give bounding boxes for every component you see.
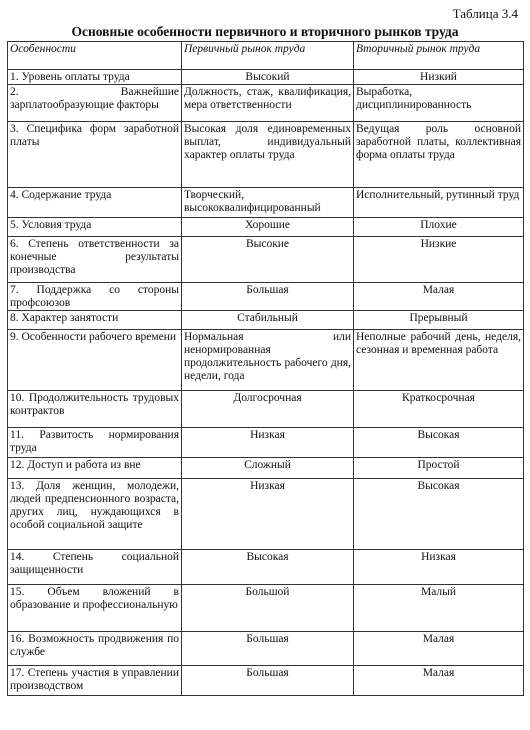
primary-market-cell: Творческий, высококвалифицированный — [182, 188, 354, 218]
primary-market-cell: Хорошие — [182, 218, 354, 237]
secondary-market-cell: Простой — [354, 458, 524, 479]
table-row — [8, 458, 524, 479]
feature-cell: 9. Особенности рабочего времени — [8, 330, 182, 391]
secondary-market-cell: Малая — [354, 666, 524, 696]
secondary-market-cell: Прерывный — [354, 311, 524, 330]
secondary-market-cell: Малый — [354, 585, 524, 632]
secondary-market-cell: Низкие — [354, 237, 524, 283]
secondary-market-cell: Плохие — [354, 218, 524, 237]
feature-cell: 14. Степень социальной защищенности — [8, 550, 182, 585]
header-secondary-market: Вторичный рынок труда — [354, 42, 524, 70]
feature-cell: 5. Условия труда — [8, 218, 182, 237]
feature-cell: 3. Специфика форм заработной платы — [8, 122, 182, 188]
secondary-market-cell: Малая — [354, 632, 524, 666]
primary-market-cell: Сложный — [182, 458, 354, 479]
secondary-market-cell: Малая — [354, 283, 524, 311]
feature-cell: 4. Содержание труда — [8, 188, 182, 218]
primary-market-cell: Большая — [182, 632, 354, 666]
table-row — [8, 428, 524, 458]
feature-cell: 10. Продолжительность трудовых контрактов — [8, 391, 182, 428]
secondary-market-cell: Высокая — [354, 479, 524, 550]
header-primary-market: Первичный рынок труда — [182, 42, 354, 70]
primary-market-cell: Большая — [182, 666, 354, 696]
feature-cell: 13. Доля женщин, молодежи, людей предпенсионного возраста, других лиц, нуждающихся в особой социальной защите — [8, 479, 182, 550]
feature-cell: 1. Уровень оплаты труда — [8, 70, 182, 85]
table-title: Основные особенности первичного и вторичного рынков труда — [71, 24, 459, 39]
header-features: Особенности — [8, 42, 182, 70]
labor-market-table — [7, 41, 524, 696]
table-row — [8, 85, 524, 122]
table-caption: Таблица 3.4 — [452, 6, 518, 21]
feature-cell: 16. Возможность продвижения по службе — [8, 632, 182, 666]
table-row — [8, 188, 524, 218]
primary-market-cell: Большая — [182, 283, 354, 311]
primary-market-cell: Большой — [182, 585, 354, 632]
feature-cell: 12. Доступ и работа из вне — [8, 458, 182, 479]
feature-cell: 11. Развитость нормирования труда — [8, 428, 182, 458]
primary-market-cell: Низкая — [182, 479, 354, 550]
table-row — [8, 237, 524, 283]
table-row — [8, 283, 524, 311]
feature-cell: 17. Степень участия в управлении производством — [8, 666, 182, 696]
secondary-market-cell: Краткосрочная — [354, 391, 524, 428]
table-row — [8, 666, 524, 696]
table-row — [8, 550, 524, 585]
primary-market-cell: Нормальная или ненормированная продолжительность рабочего дня, недели, года — [182, 330, 354, 391]
header-row — [8, 42, 524, 70]
secondary-market-cell: Высокая — [354, 428, 524, 458]
secondary-market-cell: Неполные рабочий день, неделя, сезонная и временная работа — [354, 330, 524, 391]
secondary-market-cell: Исполнительный, рутинный труд — [354, 188, 524, 218]
secondary-market-cell: Низкий — [354, 70, 524, 85]
feature-cell: 6. Степень ответственности за конечные результаты производства — [8, 237, 182, 283]
table-row — [8, 70, 524, 85]
primary-market-cell: Стабильный — [182, 311, 354, 330]
table-row — [8, 585, 524, 632]
primary-market-cell: Должность, стаж, квалификация, мера ответственности — [182, 85, 354, 122]
table-row — [8, 391, 524, 428]
primary-market-cell: Высокая доля единовременных выплат, индивидуальный характер оплаты труда — [182, 122, 354, 188]
table-row — [8, 122, 524, 188]
table-row — [8, 311, 524, 330]
table-row — [8, 218, 524, 237]
secondary-market-cell: Ведущая роль основной заработной платы, коллективная форма оплаты труда — [354, 122, 524, 188]
primary-market-cell: Высокие — [182, 237, 354, 283]
secondary-market-cell: Низкая — [354, 550, 524, 585]
feature-cell: 7. Поддержка со стороны профсоюзов — [8, 283, 182, 311]
table-row — [8, 479, 524, 550]
primary-market-cell: Долгосрочная — [182, 391, 354, 428]
table-row — [8, 330, 524, 391]
table-row — [8, 632, 524, 666]
secondary-market-cell: Выработка, дисциплинированность — [354, 85, 524, 122]
feature-cell: 2. Важнейшие зарплатообразующие факторы — [8, 85, 182, 122]
feature-cell: 15. Объем вложений в образование и профессиональную — [8, 585, 182, 632]
primary-market-cell: Низкая — [182, 428, 354, 458]
primary-market-cell: Высокая — [182, 550, 354, 585]
feature-cell: 8. Характер занятости — [8, 311, 182, 330]
primary-market-cell: Высокий — [182, 70, 354, 85]
